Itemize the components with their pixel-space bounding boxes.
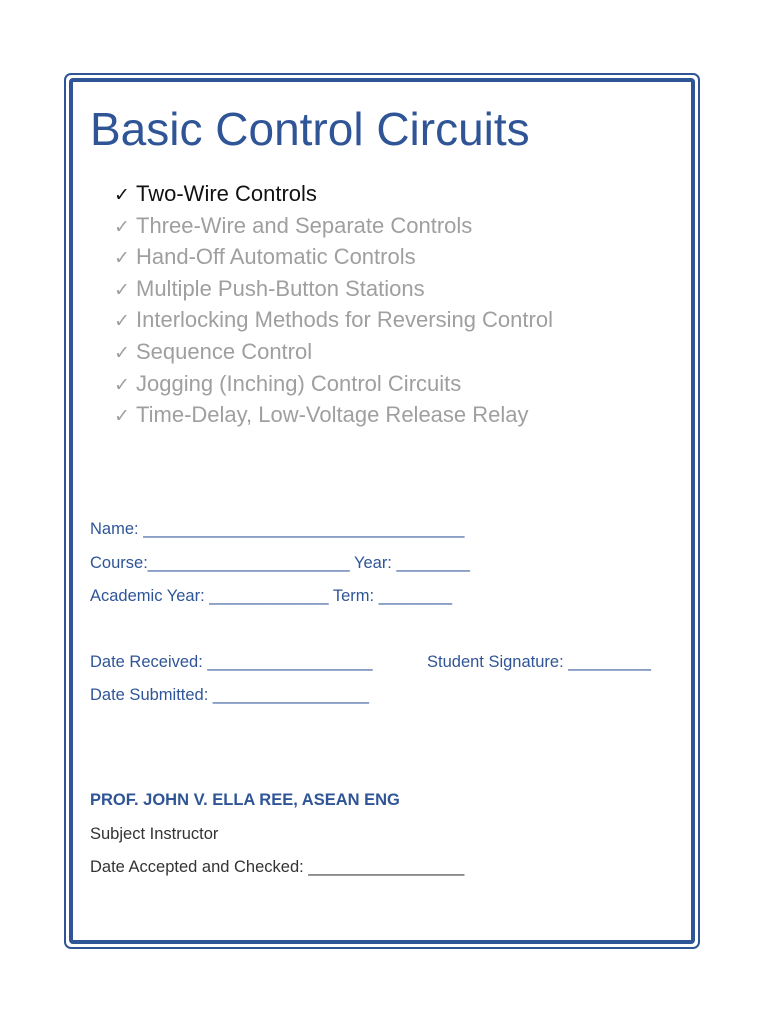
topic-label: Sequence Control [136, 338, 313, 364]
topic-item [114, 399, 553, 431]
topic-list [114, 178, 553, 431]
date-received-field[interactable]: __________________ [207, 653, 373, 671]
topic-label: Interlocking Methods for Reversing Control [136, 307, 553, 333]
topic-item [114, 241, 553, 273]
date-accepted-field[interactable]: _________________ [308, 858, 465, 876]
check-icon: ✓ [114, 310, 130, 333]
name-row [90, 518, 464, 540]
name-label: Name: [90, 520, 139, 538]
academic-year-label: Academic Year: [90, 587, 205, 605]
year-label: Year: [353, 554, 392, 572]
date-submitted-field[interactable]: _________________ [212, 686, 369, 704]
topic-item [114, 210, 553, 242]
check-icon: ✓ [114, 184, 130, 206]
check-icon: ✓ [114, 373, 130, 396]
topic-item [114, 368, 553, 400]
term-label: Term: [332, 587, 375, 605]
check-icon: ✓ [114, 278, 130, 301]
name-field[interactable]: ___________________________________ [143, 520, 465, 538]
topic-item [114, 304, 553, 336]
course-field[interactable]: ______________________ [147, 554, 350, 572]
student-signature-label: Student Signature: [427, 653, 564, 671]
instructor-role: Subject Instructor [90, 825, 219, 843]
academic-year-row [90, 585, 452, 607]
topic-label: Two-Wire Controls [136, 181, 317, 206]
date-submitted-label: Date Submitted: [90, 686, 209, 704]
topic-label: Time-Delay, Low-Voltage Release Relay [136, 402, 529, 428]
check-icon: ✓ [114, 247, 130, 270]
term-field[interactable]: ________ [378, 587, 453, 605]
topic-label: Jogging (Inching) Control Circuits [136, 370, 462, 396]
student-signature-field[interactable]: _________ [568, 653, 651, 671]
course-row [90, 552, 470, 574]
academic-year-field[interactable]: _____________ [209, 587, 329, 605]
date-submitted-row [90, 684, 369, 706]
topic-item [114, 178, 553, 210]
check-icon: ✓ [114, 341, 130, 364]
topic-label: Hand-Off Automatic Controls [136, 244, 416, 270]
course-label: Course: [90, 554, 148, 572]
check-icon: ✓ [114, 215, 130, 238]
instructor-name: PROF. JOHN V. ELLA REE, ASEAN ENG [90, 791, 400, 809]
date-received-label: Date Received: [90, 653, 203, 671]
page-title: Basic Control Circuits [90, 103, 530, 155]
topic-item [114, 336, 553, 368]
year-field[interactable]: ________ [396, 554, 470, 572]
topic-item [114, 273, 553, 305]
date-accepted-row [90, 856, 464, 878]
topic-label: Multiple Push-Button Stations [136, 275, 425, 301]
student-signature-row [427, 651, 651, 673]
date-received-row [90, 651, 373, 673]
check-icon: ✓ [114, 405, 130, 428]
topic-label: Three-Wire and Separate Controls [136, 212, 473, 238]
date-accepted-label: Date Accepted and Checked: [90, 858, 304, 876]
